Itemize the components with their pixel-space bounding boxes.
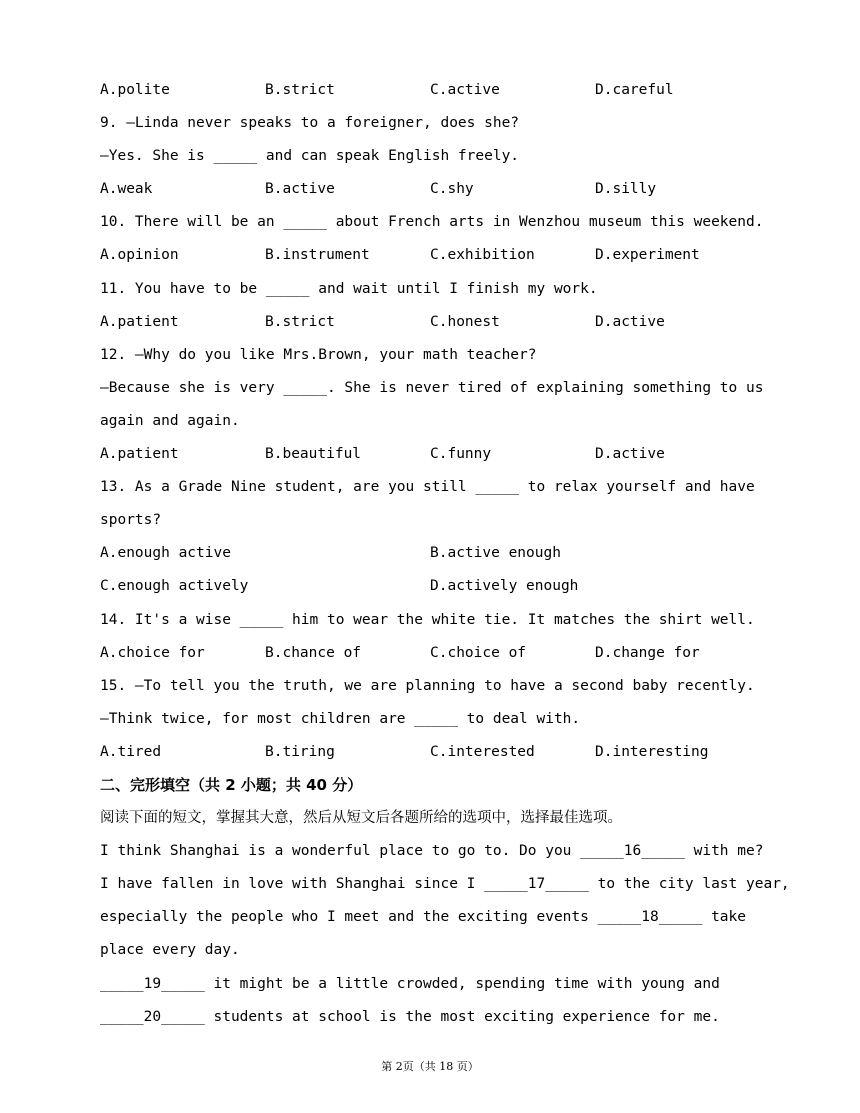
answer-option: C.funny xyxy=(430,446,492,463)
answer-option: C.shy xyxy=(430,181,474,198)
question-text: _____19_____ it might be a little crowded, spending time with young and xyxy=(100,975,720,992)
question-text: —Because she is very _____. She is never tired of explaining something to us xyxy=(100,379,764,396)
answer-option: D.active xyxy=(595,313,665,330)
answer-option: A.patient xyxy=(100,313,179,330)
answer-option: A.opinion xyxy=(100,247,179,264)
question-text: 11. You have to be _____ and wait until I finish my work. xyxy=(100,280,598,297)
answer-option: C.choice of xyxy=(430,644,527,661)
answer-option: A.polite xyxy=(100,82,170,98)
question-text: —Think twice, for most children are _____ to deal with. xyxy=(100,710,581,727)
question-text: —Yes. She is _____ and can speak English freely. xyxy=(100,148,520,165)
option-row xyxy=(100,306,800,339)
answer-option: A.patient xyxy=(100,446,179,463)
answer-option: A.weak xyxy=(100,181,153,198)
option-row xyxy=(100,438,800,471)
question-text: 12. —Why do you like Mrs.Brown, your math teacher? xyxy=(100,346,537,363)
answer-option: A.choice for xyxy=(100,644,205,661)
question-text: I have fallen in love with Shanghai since I _____17_____ to the city last year, xyxy=(100,876,790,893)
question-text: again and again. xyxy=(100,412,240,429)
answer-option: C.enough actively xyxy=(100,578,249,595)
answer-option: A.tired xyxy=(100,743,162,760)
answer-option: B.strict xyxy=(265,82,335,98)
answer-option: D.active xyxy=(595,446,665,463)
section-heading: 二、完形填空（共 2 小题；共 40 分） xyxy=(100,775,363,794)
answer-option: B.active enough xyxy=(430,545,561,562)
question-text: 13. As a Grade Nine student, are you still _____ to relax yourself and have xyxy=(100,479,755,496)
answer-option: C.exhibition xyxy=(430,247,535,264)
question-text: sports? xyxy=(100,512,162,529)
question-text: 10. There will be an _____ about French arts in Wenzhou museum this weekend. xyxy=(100,214,764,231)
answer-option: B.active xyxy=(265,181,335,198)
answer-option: B.beautiful xyxy=(265,446,362,463)
answer-option: C.honest xyxy=(430,313,500,330)
answer-option: A.enough active xyxy=(100,545,231,562)
option-row xyxy=(100,239,800,272)
answer-option: B.strict xyxy=(265,313,335,330)
question-text: 15. —To tell you the truth, we are planning to have a second baby recently. xyxy=(100,677,755,694)
answer-option: D.silly xyxy=(595,181,657,198)
answer-option: D.experiment xyxy=(595,247,700,264)
answer-option: D.interesting xyxy=(595,743,709,760)
answer-option: D.actively enough xyxy=(430,578,579,595)
option-row xyxy=(100,570,800,603)
question-text: I think Shanghai is a wonderful place to go to. Do you _____16_____ with me? xyxy=(100,843,764,860)
question-text: especially the people who I meet and the exciting events _____18_____ take xyxy=(100,909,747,926)
option-row xyxy=(100,736,800,769)
question-text: place every day. xyxy=(100,942,240,959)
answer-option: B.tiring xyxy=(265,743,335,760)
option-row xyxy=(100,637,800,670)
question-text: _____20_____ students at school is the most exciting experience for me. xyxy=(100,1008,720,1025)
answer-option: D.change for xyxy=(595,644,700,661)
answer-option: D.careful xyxy=(595,82,674,98)
option-row xyxy=(100,74,800,107)
answer-option: B.chance of xyxy=(265,644,362,661)
option-row xyxy=(100,537,800,570)
page-footer: 第 2页（共 18 页） xyxy=(381,1060,479,1073)
question-text: 9. —Linda never speaks to a foreigner, does she? xyxy=(100,115,520,132)
section-instruction: 阅读下面的短文，掌握其大意，然后从短文后各题所给的选项中，选择最佳选项。 xyxy=(100,810,622,827)
question-text: 14. It's a wise _____ him to wear the white tie. It matches the shirt well. xyxy=(100,611,755,628)
answer-option: C.active xyxy=(430,82,500,98)
option-row xyxy=(100,173,800,206)
question-page xyxy=(100,74,800,1034)
answer-option: C.interested xyxy=(430,743,535,760)
answer-option: B.instrument xyxy=(265,247,370,264)
